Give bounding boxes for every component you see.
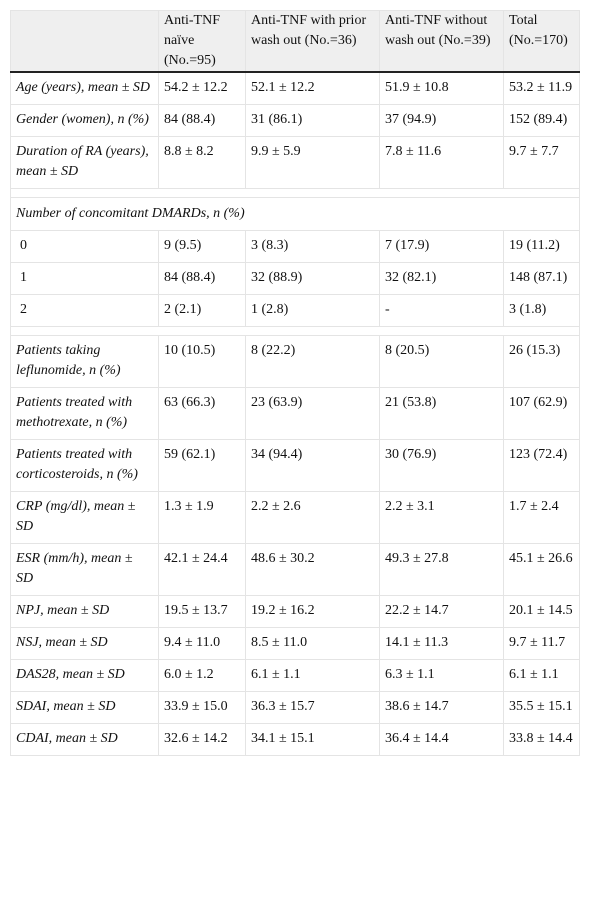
cell-value: 45.1 ± 26.6 <box>504 544 580 596</box>
baseline-characteristics-table <box>10 10 580 756</box>
table-row <box>11 336 580 388</box>
spacer-cell <box>11 189 580 198</box>
cell-value: 32.6 ± 14.2 <box>159 724 246 756</box>
cell-value: 53.2 ± 11.9 <box>504 72 580 105</box>
spacer-row <box>11 327 580 336</box>
row-label: SDAI, mean ± SD <box>11 692 159 724</box>
row-label: Gender (women), n (%) <box>11 105 159 137</box>
cell-value: 2.2 ± 3.1 <box>380 492 504 544</box>
header-row <box>11 11 580 73</box>
cell-value: 1.3 ± 1.9 <box>159 492 246 544</box>
cell-value: 34.1 ± 15.1 <box>246 724 380 756</box>
table-row <box>11 724 580 756</box>
table-body <box>11 72 580 756</box>
cell-value: 63 (66.3) <box>159 388 246 440</box>
cell-value: 33.9 ± 15.0 <box>159 692 246 724</box>
row-label: Patients treated with methotrexate, n (%) <box>11 388 159 440</box>
header-cell-prior-washout: Anti-TNF with prior wash out (No.=36) <box>246 11 380 73</box>
cell-value: 8.5 ± 11.0 <box>246 628 380 660</box>
cell-value: 38.6 ± 14.7 <box>380 692 504 724</box>
cell-value: 19.5 ± 13.7 <box>159 596 246 628</box>
table-header <box>11 11 580 73</box>
table-row <box>11 660 580 692</box>
cell-value: 2.2 ± 2.6 <box>246 492 380 544</box>
row-label: Duration of RA (years), mean ± SD <box>11 137 159 189</box>
cell-value: 9.4 ± 11.0 <box>159 628 246 660</box>
row-label: Patients taking leflunomide, n (%) <box>11 336 159 388</box>
cell-value: 34 (94.4) <box>246 440 380 492</box>
cell-value: 6.1 ± 1.1 <box>246 660 380 692</box>
header-cell-total: Total (No.=170) <box>504 11 580 73</box>
cell-value: 37 (94.9) <box>380 105 504 137</box>
cell-value: 9.7 ± 7.7 <box>504 137 580 189</box>
cell-value: 59 (62.1) <box>159 440 246 492</box>
table-row <box>11 628 580 660</box>
table-row <box>11 263 580 295</box>
cell-value: 152 (89.4) <box>504 105 580 137</box>
row-label: 1 <box>11 263 159 295</box>
header-cell-empty <box>11 11 159 73</box>
cell-value: 52.1 ± 12.2 <box>246 72 380 105</box>
cell-value: 84 (88.4) <box>159 105 246 137</box>
cell-value: 42.1 ± 24.4 <box>159 544 246 596</box>
table-row <box>11 72 580 105</box>
spacer-row <box>11 189 580 198</box>
cell-value: 54.2 ± 12.2 <box>159 72 246 105</box>
section-row <box>11 198 580 231</box>
cell-value: 19.2 ± 16.2 <box>246 596 380 628</box>
cell-value: 19 (11.2) <box>504 231 580 263</box>
cell-value: 48.6 ± 30.2 <box>246 544 380 596</box>
table-row <box>11 492 580 544</box>
cell-value: 21 (53.8) <box>380 388 504 440</box>
table-row <box>11 388 580 440</box>
row-label: CRP (mg/dl), mean ± SD <box>11 492 159 544</box>
table-row <box>11 692 580 724</box>
cell-value: 32 (88.9) <box>246 263 380 295</box>
cell-value: 6.1 ± 1.1 <box>504 660 580 692</box>
cell-value: 33.8 ± 14.4 <box>504 724 580 756</box>
cell-value: 49.3 ± 27.8 <box>380 544 504 596</box>
cell-value: 36.4 ± 14.4 <box>380 724 504 756</box>
cell-value: 36.3 ± 15.7 <box>246 692 380 724</box>
cell-value: 3 (1.8) <box>504 295 580 327</box>
table-row <box>11 231 580 263</box>
table-row <box>11 137 580 189</box>
cell-value: 30 (76.9) <box>380 440 504 492</box>
row-label: Age (years), mean ± SD <box>11 72 159 105</box>
header-cell-naive: Anti-TNF naïve (No.=95) <box>159 11 246 73</box>
cell-value: 84 (88.4) <box>159 263 246 295</box>
table-row <box>11 440 580 492</box>
cell-value: 3 (8.3) <box>246 231 380 263</box>
cell-value: 6.3 ± 1.1 <box>380 660 504 692</box>
cell-value: 1.7 ± 2.4 <box>504 492 580 544</box>
cell-value: 9.9 ± 5.9 <box>246 137 380 189</box>
cell-value: 6.0 ± 1.2 <box>159 660 246 692</box>
cell-value: 107 (62.9) <box>504 388 580 440</box>
row-label: NSJ, mean ± SD <box>11 628 159 660</box>
cell-value: 1 (2.8) <box>246 295 380 327</box>
cell-value: 2 (2.1) <box>159 295 246 327</box>
table-row <box>11 105 580 137</box>
cell-value: 7.8 ± 11.6 <box>380 137 504 189</box>
cell-value: 9 (9.5) <box>159 231 246 263</box>
cell-value: 8.8 ± 8.2 <box>159 137 246 189</box>
row-label: ESR (mm/h), mean ± SD <box>11 544 159 596</box>
cell-value: 20.1 ± 14.5 <box>504 596 580 628</box>
cell-value: 123 (72.4) <box>504 440 580 492</box>
table-row <box>11 295 580 327</box>
row-label: Patients treated with corticosteroids, n (%) <box>11 440 159 492</box>
row-label: 2 <box>11 295 159 327</box>
cell-value: - <box>380 295 504 327</box>
cell-value: 8 (20.5) <box>380 336 504 388</box>
cell-value: 148 (87.1) <box>504 263 580 295</box>
cell-value: 22.2 ± 14.7 <box>380 596 504 628</box>
cell-value: 10 (10.5) <box>159 336 246 388</box>
table-row <box>11 544 580 596</box>
section-title: Number of concomitant DMARDs, n (%) <box>11 198 580 231</box>
cell-value: 23 (63.9) <box>246 388 380 440</box>
row-label: DAS28, mean ± SD <box>11 660 159 692</box>
table-row <box>11 596 580 628</box>
cell-value: 26 (15.3) <box>504 336 580 388</box>
cell-value: 8 (22.2) <box>246 336 380 388</box>
cell-value: 14.1 ± 11.3 <box>380 628 504 660</box>
row-label: NPJ, mean ± SD <box>11 596 159 628</box>
cell-value: 9.7 ± 11.7 <box>504 628 580 660</box>
cell-value: 32 (82.1) <box>380 263 504 295</box>
row-label: CDAI, mean ± SD <box>11 724 159 756</box>
cell-value: 51.9 ± 10.8 <box>380 72 504 105</box>
spacer-cell <box>11 327 580 336</box>
header-cell-no-washout: Anti-TNF without wash out (No.=39) <box>380 11 504 73</box>
cell-value: 35.5 ± 15.1 <box>504 692 580 724</box>
cell-value: 7 (17.9) <box>380 231 504 263</box>
row-label: 0 <box>11 231 159 263</box>
cell-value: 31 (86.1) <box>246 105 380 137</box>
